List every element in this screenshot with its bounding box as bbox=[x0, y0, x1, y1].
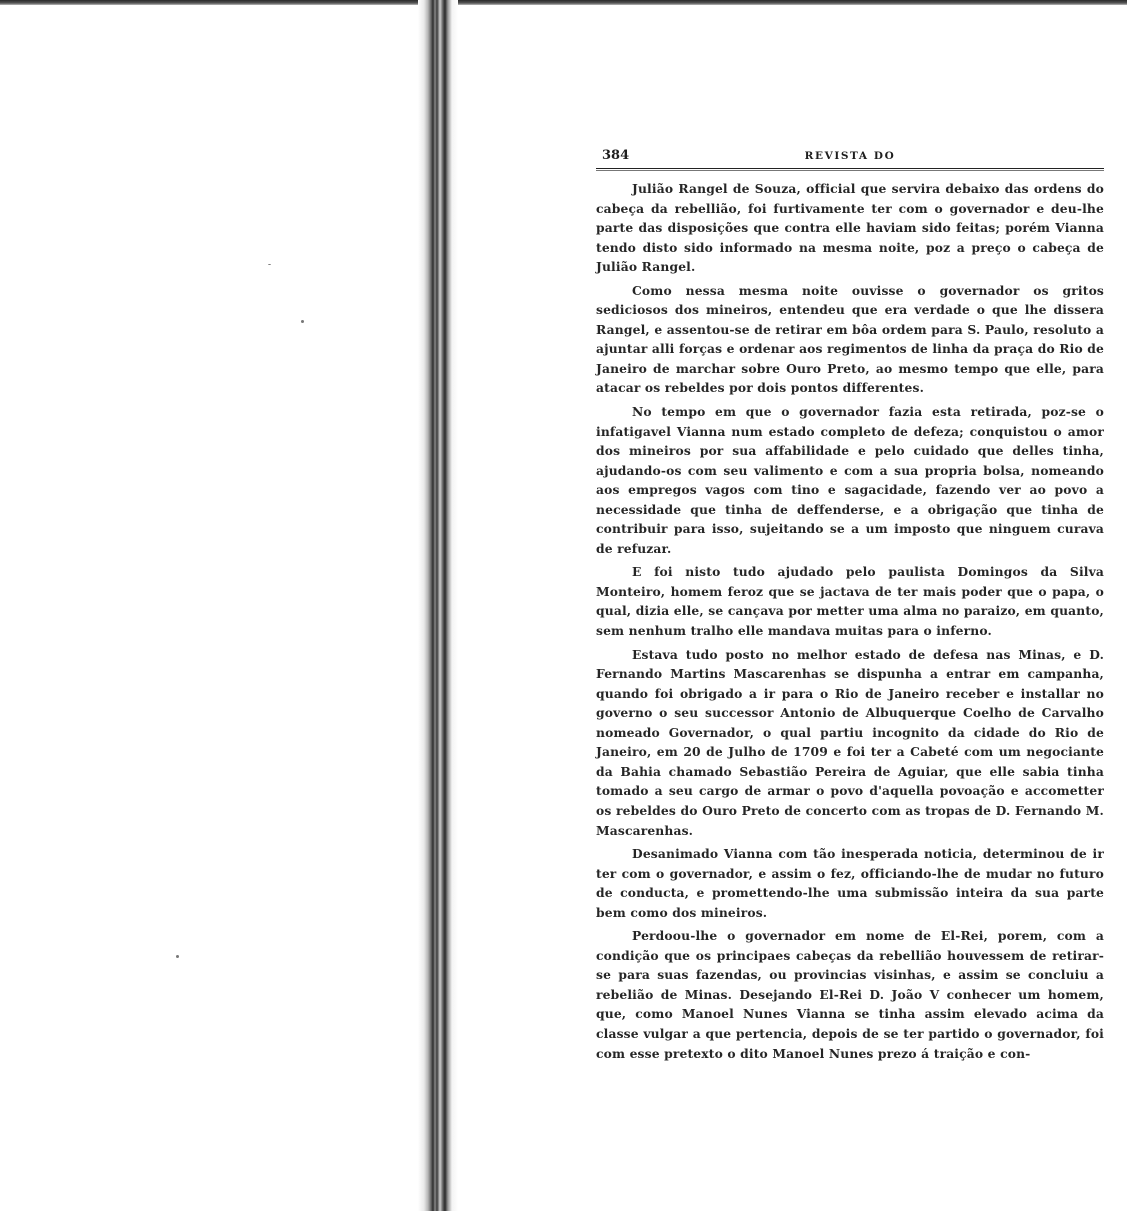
paragraph: Julião Rangel de Souza, official que servira debaixo das ordens do cabeça da rebellião, foi furtivamente ter com o governador e deu-lhe parte das disposições que contra elle haviam sido feitas; porém Vianna tendo disto sido informado na mesma noite, poz a preço o cabeça de Julião Rangel. bbox=[596, 181, 1104, 275]
paragraph: Estava tudo posto no melhor estado de defesa nas Minas, e D. Fernando Martins Mascarenhas se dispunha a entrar em campanha, quando foi obrigado a ir para o Rio de Janeiro receber e installar no governo o seu successor Antonio de Albuquerque Coelho de Carvalho nomeado Governador, o qual partiu incognito da cidade do Rio de Janeiro, em 20 de Julho de 1709 e foi ter a Cabeté com um negociante da Bahia chamado Sebastião Pereira de Aguiar, que elle sabia tinha tomado a seu cargo de armar o povo d'aquella povoação e accometter os rebeldes do Ouro Preto de concerto com as tropas de D. Fernando M. Mascarenhas. bbox=[596, 646, 1104, 838]
paragraph: E foi nisto tudo ajudado pelo paulista Domingos da Silva Monteiro, homem feroz que se jactava de ter mais poder que o papa, o qual, dizia elle, se cançava por metter uma alma no paraizo, em quanto, sem nenhum tralho elle mandava muitas para o inferno. bbox=[596, 564, 1104, 639]
book-page bbox=[596, 144, 1104, 1067]
scan-speck bbox=[301, 320, 304, 323]
scan-speck bbox=[268, 264, 271, 265]
paragraph: Desanimado Vianna com tão inesperada noticia, determinou de ir ter com o governador, e assim o fez, officiando-lhe de mudar no futuro de conducta, e promettendo-lhe uma submissão inteira da sua parte bem como dos mineiros. bbox=[596, 846, 1104, 920]
book-gutter bbox=[418, 0, 458, 1211]
running-head bbox=[596, 144, 1104, 166]
paragraph: Perdoou-lhe o governador em nome de El-Rei, porem, com a condição que os principaes cabeças da rebellião houvessem de retirar-se para suas fazendas, ou provincias visinhas, e assim se concluiu a rebelião de Minas. Desejando El-Rei D. João V conhecer um homem, que, como Manoel Nunes Vianna se tinha assim elevado acima da classe vulgar a que pertencia, depois de se ter partido o governador, foi com esse pretexto o dito Manoel Nunes prezo á traição e con- bbox=[596, 928, 1104, 1061]
paragraph: Como nessa mesma noite ouvisse o governador os gritos sediciosos dos mineiros, entendeu que era verdade o que lhe dissera Rangel, e assentou-se de retirar em bôa ordem para S. Paulo, resoluto a ajuntar alli forças e ordenar aos regimentos de linha da praça do Rio de Janeiro de marchar sobre Ouro Preto, ao mesmo tempo que elle, para atacar os rebeldes por dois pontos differentes. bbox=[596, 282, 1104, 396]
page-number: 384 bbox=[602, 148, 630, 163]
scan-edge bbox=[0, 0, 1127, 5]
paragraph: No tempo em que o governador fazia esta retirada, poz-se o infatigavel Vianna num estado completo de defeza; conquistou o amor dos mineiros por sua affabilidade e pelo cuidado que delles tinha, ajudando-os com seu valimento e com a sua propria bolsa, nomeando aos empregos vagos com tino e sagacidade, fazendo ver ao povo a necessidade que tinha de deffenderse, e a obrigação que tinha de contribuir para isso, sujeitando se a um imposto que ninguem curava de refuzar. bbox=[596, 404, 1104, 556]
journal-title: REVISTA DO bbox=[804, 150, 896, 162]
header-rule bbox=[596, 168, 1104, 171]
scan-speck bbox=[176, 955, 179, 958]
